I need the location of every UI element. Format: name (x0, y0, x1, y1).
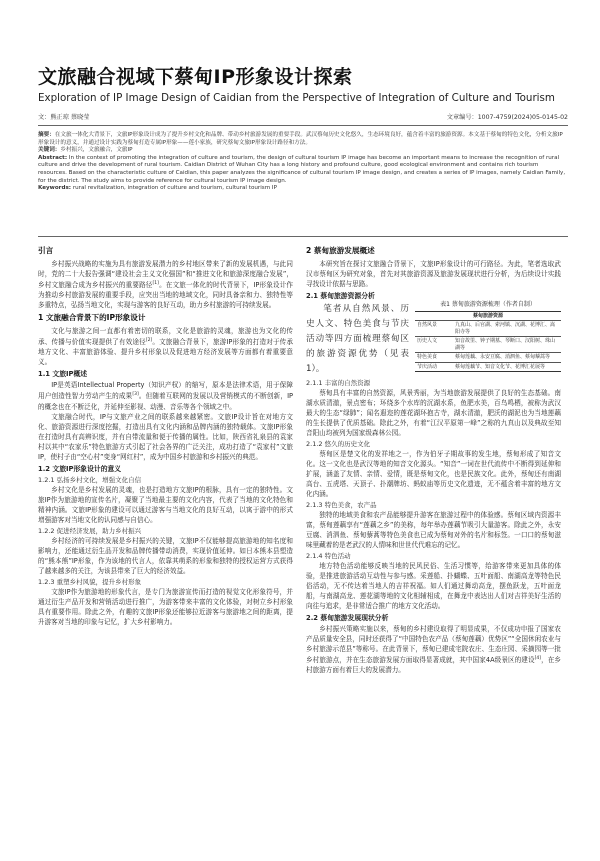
paper-title-en: Exploration of IP Image Design of Caidian from the Perspective of Integration of Culture and Tourism (38, 92, 555, 104)
abstract-divider (38, 236, 568, 237)
section-1-2-2-heading: 1.2.2 促进经济发展，助力乡村振兴 (38, 526, 142, 535)
table-row (415, 353, 561, 363)
abstract-zh (38, 132, 568, 147)
section-2-1-1-heading: 2.1.1 丰富的自然资源 (306, 379, 371, 387)
section-1-2-1-heading: 1.2.1 弘扬乡村文化，增强文化自信 (38, 475, 142, 484)
section-1-heading: 1 文旅融合背景下的IP形象设计 (38, 313, 146, 323)
keywords-en-text: rural revitalization, integration of culture and tourism, cultural tourism IP (72, 185, 277, 192)
citation-2: [2] (145, 338, 153, 344)
section-1-2-heading: 1.2 文旅IP形象设计的意义 (38, 464, 122, 473)
keywords-zh-text: 乡村振兴，文旅融合，文旅IP (60, 147, 133, 154)
keywords-en-label: Keywords: (38, 185, 72, 192)
section-2-2-paragraph (306, 624, 561, 675)
abstract-block (38, 132, 568, 193)
section-2-1-3-heading: 2.1.3 特色美食，农产品 (306, 501, 377, 509)
table-cell-key: 自然风景 (415, 321, 453, 337)
section-1-text-tail: 。文旅融合背景下，旅游IP形象的打造对于传承地方文化、丰富旅游体验、提升乡村形象以及促进地方经济发展等方面都有着重要意义。 (38, 338, 294, 367)
section-2-1-heading: 2.1 蔡甸旅游资源分析 (306, 292, 375, 300)
table-row (415, 321, 561, 337)
table-cell-value: 知音故里、钟子期墓、琴断口、汉阳树、珠山湖等 (453, 337, 561, 353)
section-1-2-3-paragraph: 文旅IP作为旅游地的形象代言，是专门为旅游宣传而打造的视觉文化形象符号，并通过衍生产品开发和营销活动进行推广，为游客带来丰富的文化体验，对树立乡村形象具有重要作用。除此之外，有趣的文旅IP形象还能够拉近游客与旅游地之间的距离，提升游客对当地的印象与记忆，扩大乡村影响力。 (38, 587, 293, 626)
section-1-1-text-tail: 。但随着互联网的发展以及营销模式的不断创新，IP的概念也在不断泛化，并延伸至影视、动漫、音乐等各个领域之中。 (38, 392, 293, 411)
section-2-2-heading: 2.2 蔡甸旅游发展现状分析 (306, 614, 389, 622)
section-1-text: 文化与旅游之间一直都有着密切的联系，文化是旅游的灵魂，旅游也为文化的传承、传播与价值实现提供了有效途径 (38, 327, 293, 347)
abstract-zh-label: 摘要： (38, 132, 55, 138)
right-column (306, 246, 561, 675)
table-row (415, 362, 561, 372)
citation-1: [1] (152, 281, 159, 286)
section-2-paragraph: 本研究旨在探讨文旅融合背景下，文旅IP形象设计的可行路径。为此，笔者选取武汉市蔡甸区为研究对象，首先对其旅游资源及旅游发展现状进行分析，为后续设计实践寻找设计依据与思路。 (306, 260, 561, 288)
authors: 文：熊正琼 蔡晓莹 (38, 114, 90, 121)
abstract-en (38, 155, 568, 185)
table-cell-key: 特色美食 (415, 353, 453, 363)
resource-table-grid (415, 311, 561, 373)
section-2-1-4-paragraph: 地方特色活动能够反映当地的民风民俗、生活习惯等，给游客带来更加具体的体验，是推进旅游活动互动性与参与感。采莲船、扑蝴蝶、五叶面船、南湖高龙等特色民俗活动，无不传达着当地人的吉祥祝福。如人们通过舞动高龙，摆鱼跃龙，五叶面龙船，与南湖高龙、莲花湖等地的文化相辅相成，在舞龙中表达出人们对吉祥美好生活的向往与追求，是非常适合推广的地方文化活动。 (306, 562, 561, 610)
table-cell-value: 九真山、后官湖、索河镇、沉湖、花博汇、嵩阳寺等 (453, 321, 561, 337)
table-cell-value: 蔡甸莲藕节、知音文化节、花博汇花展等 (453, 362, 561, 372)
paper-title-zh: 文旅融合视域下蔡甸IP形象设计探索 (38, 66, 353, 88)
intro-paragraph (38, 259, 293, 310)
section-1-1-heading: 1.1 文旅IP概述 (38, 370, 88, 379)
section-2-1-2-heading: 2.1.2 悠久的历史文化 (306, 440, 371, 448)
table-header: 蔡甸旅游资源 (415, 311, 561, 321)
section-1-2-2-paragraph: 乡村经济的可持续发展是乡村振兴的关键，文旅IP不仅能够提高旅游地的知名度和影响力，还能通过衍生品开发和品牌传播带动消费，实现价值延伸。如日本熊本县塑造的“熊本熊”IP形象，作为该地的代言人，依靠其萌系的形象和独特的授权运营方式获得了越来越多的关注，为该县带来了巨大的经济效益。 (38, 536, 293, 575)
section-1-2-3-heading: 1.2.3 重塑乡村风貌，提升乡村形象 (38, 577, 142, 586)
intro-text-tail: 。在文旅一体化的时代背景下，IP形象设计作为推动乡村旅游发展的重要手段，应突出当地的地域文化，同时具备亲和力、独特性等多重特点，弘扬当地文化，实现与游客的良好互动，助力乡村旅游的可持续发展。 (38, 281, 294, 310)
article-number: 文章编号：1007-4759(2024)05-0145-02 (446, 114, 568, 121)
abstract-en-text: In the context of promoting the integration of culture and tourism, the design of cultural tourism IP image has become an important means to increase the recognition of rural culture and drive the development of rural tourism. Caidian District of Wuhan City has a long history and profound culture, good ecological environment and contains rich tourism resources. Based on the characteristic culture of Caidian, this paper analyzes the significance of cultural tourism IP image design, and creates a series of IP images, namely Caidian Family, for the district. The study aims to provide reference for cultural tourism IP image design. (38, 154, 566, 184)
section-1-paragraph (38, 326, 293, 367)
section-2-heading: 2 蔡甸旅游发展概述 (306, 246, 375, 255)
section-2-1-2-paragraph: 蔡甸区是楚文化的发祥地之一，作为伯牙子期故事的发生地，蔡甸形成了知音文化。这一文化也是武汉等地的知音文化源头。“知音”一词在世代流传中不断得到延伸和扩展，涵盖了友情、亲情、爱情，既是蔡甸文化，也是民族文化。此外，蔡甸还有南湖高台、五虎塔、天顶子、扑潮牌坊、蚂蚁庙等历史文化遗迹，无不蕴含着丰富的地方文化内涵。 (306, 450, 561, 498)
citation-3: [3] (132, 392, 139, 398)
table-flow (306, 302, 561, 377)
section-1-2-1-paragraph: 乡村文化是乡村发展的灵魂，也是打造地方文旅IP的根脉，具有一定的独特性。文旅IP作为旅游地的宣传名片，凝聚了当地最主要的文化内容，代表了当地的文化特色和精神内涵。文旅IP形象的建设可以通过游客与当地文化的良好互动，以寓于游中的形式增强游客对当地文化的认同感与自信心。 (38, 485, 293, 524)
section-2-1-4-heading: 2.1.4 特色活动 (306, 552, 351, 560)
section-2-2-text-tail: ，在乡村旅游方面有着巨大的发展潜力。 (306, 656, 561, 675)
section-1-1-text: IP是英语Intellectual Property（知识产权）的缩写，原本是法律术语，用于保障用户创造性智力劳动产生的成果 (38, 381, 293, 401)
intro-text: 乡村振兴战略的实施为具有旅游发展潜力的乡村地区带来了新的发展机遇，与此同时，党的二十大报告强调“建设社会主义文化强国”和“推进文化和旅游深度融合发展”，乡村文旅融合成为乡村振兴的重要路径 (38, 260, 293, 290)
table-caption: 表1 蔡甸旅游资源梳理（作者自制） (440, 301, 536, 308)
section-1-1-paragraph-2: 文旅融合时代，IP与文旅产业之间的联系越来越紧密。文旅IP设计旨在对地方文化、旅游资源进行深度挖掘，打造出具有文化内涵和品牌内涵的独特载体。文旅IP形象在打造时具有高辨识度，并有自带流量和便于传播的属性。比如，陕西省礼泉县的袁家村以其中“农家乐”特色旅游方式引起了社会各界的广泛关注，成功打造了“袁家村”文旅IP，使村子由“空心村”变身“网红村”，成为中国乡村旅游和乡村振兴的典范。 (38, 412, 293, 461)
keywords-en (38, 185, 568, 193)
section-2-1-3-paragraph: 独特的地域美食和农产品能够提升游客在旅游过程中的体验感。蔡甸区域内资源丰富，蔡甸莲藕享有“莲藕之乡”的美称，每年举办莲藕节吸引大量游客。除此之外，永安豆腐、消泗鱼、蔡甸藜蒿等特色美食也已成为蔡甸对外的名片和标签。一口口的蔡甸滋味里藏着的是老武汉的人情味和世世代代难忘的记忆。 (306, 511, 561, 549)
table-cell-key: 历史人文 (415, 337, 453, 353)
table-row (415, 337, 561, 353)
section-2-1-1-paragraph: 蔡甸具有丰富的自然资源，风景秀丽，为当地旅游发展提供了良好的生态基础。南湖水质清澈，景点密布；环绕多个水库的沉湖水系，鱼肥水美，百鸟鸣栖，被称为武汉最大的生态“绿肺”；闻名遐迩的莲花湖环抱古寺，湖水清澈，肥沃的湖泥也为当地莲藕的生长提供了优质基础。除此之外，有着“江汉平原第一峰”之称的九真山以及典故至知音阳山均被列为国家级森林公园。 (306, 389, 561, 437)
table-cell-value: 蔡甸莲藕、永安豆腐、消泗鱼、蔡甸藜蒿等 (453, 353, 561, 363)
section-2-2-text: 乡村振兴策略实施以来，蔡甸的乡村建设取得了明显成果，不仅成功申报了国家农产品质量安全县，同时还获得了“中国特色农产品（蔡甸莲藕）优势区”“全国休闲农业与乡村旅游示范县”等称号。在此背景下，蔡甸已建成宅院农庄、生态庄园、采摘园等一批乡村旅游点，并在生态旅游发展方面取得显著成就，其中国家4A级景区的建设 (306, 625, 561, 665)
intro-heading: 引言 (38, 246, 54, 255)
table-cell-key: 节庆活动 (415, 362, 453, 372)
header-divider (38, 125, 568, 126)
keywords-zh (38, 147, 568, 155)
citation-4: [4] (534, 656, 541, 661)
keywords-zh-label: 关键词： (38, 147, 61, 154)
section-1-1-paragraph-1 (38, 380, 293, 411)
left-column (38, 246, 293, 627)
abstract-zh-text: 在文旅一体化大背景下，文旅IP形象设计成为了提升乡村文化和品牌、带动乡村旅游发展的重要手段。武汉蔡甸历史文化悠久，生态环境良好，蕴含着丰富的旅游资源。本文基于蔡甸的特色文化，分析文旅IP形象设计的意义，并通过设计实践为蔡甸打造专属IP形象——莲小家族，研究蔡甸文旅IP形象设计路径和方法。 (38, 132, 563, 146)
resource-table (415, 302, 561, 372)
section-2-1-paragraph: 笔者从自然风景、历史人文、特色美食与节庆活动等四方面梳理蔡甸区的旅游资源优势（见表1）。 (306, 304, 409, 374)
abstract-en-label: Abstract: (38, 154, 68, 161)
